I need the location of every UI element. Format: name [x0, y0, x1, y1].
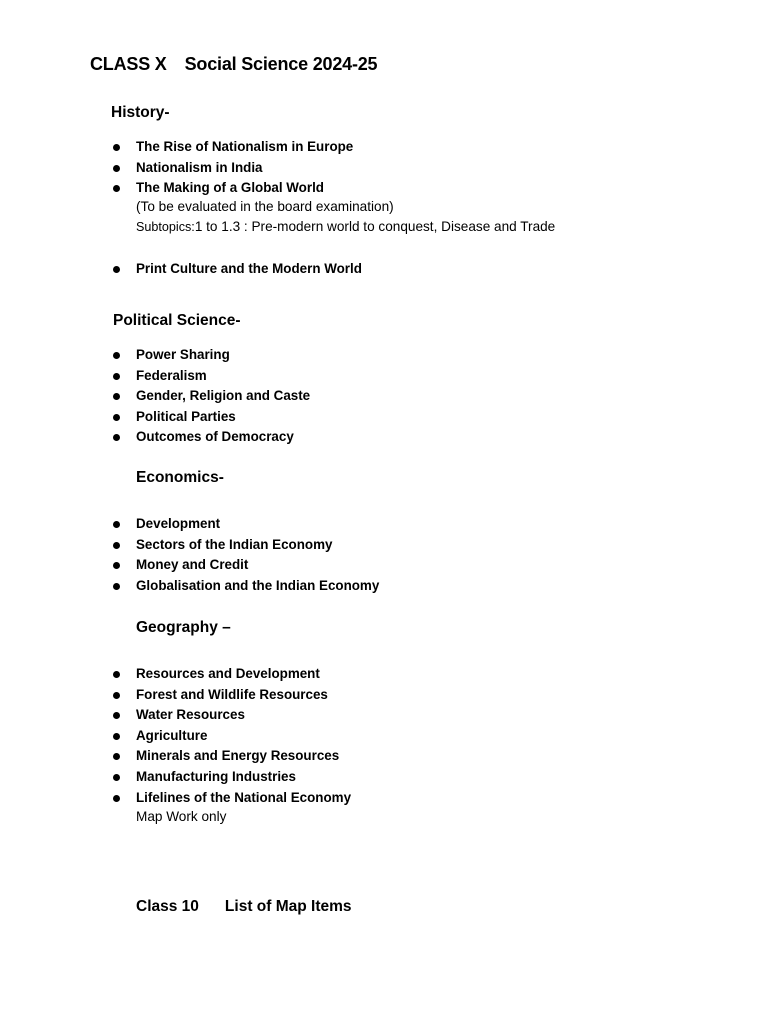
- list-item: The Making of a Global World: [113, 178, 353, 199]
- list-item: Gender, Religion and Caste: [113, 386, 310, 407]
- map-items-title: [136, 898, 352, 916]
- list-item: Globalisation and the Indian Economy: [113, 576, 379, 597]
- political-science-list: [113, 345, 310, 448]
- list-item: Political Parties: [113, 407, 310, 428]
- list-item: Federalism: [113, 366, 310, 387]
- list-item: Nationalism in India: [113, 158, 353, 179]
- subtopics-text: 1 to 1.3 : Pre-modern world to conquest, Disease and Trade: [194, 219, 556, 234]
- geography-list: [113, 664, 351, 808]
- list-item: Water Resources: [113, 705, 351, 726]
- list-item: Development: [113, 514, 379, 535]
- list-item: Agriculture: [113, 726, 351, 747]
- list-item: Sectors of the Indian Economy: [113, 535, 379, 556]
- list-item: Money and Credit: [113, 555, 379, 576]
- list-item: Resources and Development: [113, 664, 351, 685]
- footer-class: Class 10: [136, 898, 199, 915]
- list-item: Minerals and Energy Resources: [113, 746, 351, 767]
- page-title: [90, 54, 377, 75]
- economics-heading: Economics-: [136, 469, 224, 486]
- list-item: The Rise of Nationalism in Europe: [113, 137, 353, 158]
- title-subject: Social Science 2024-25: [184, 54, 378, 74]
- title-class: CLASS X: [90, 54, 167, 74]
- geography-heading: Geography –: [136, 619, 231, 636]
- geography-note: Map Work only: [136, 809, 227, 824]
- list-item: Lifelines of the National Economy: [113, 788, 351, 809]
- list-item: Print Culture and the Modern World: [113, 259, 362, 280]
- list-item: Outcomes of Democracy: [113, 427, 310, 448]
- history-note: (To be evaluated in the board examination): [136, 199, 394, 214]
- list-item: Forest and Wildlife Resources: [113, 685, 351, 706]
- history-list-after: [113, 259, 362, 280]
- subtopics-prefix: Subtopics:: [136, 220, 195, 234]
- history-list: [113, 137, 353, 199]
- list-item: Power Sharing: [113, 345, 310, 366]
- history-subtopics: [136, 219, 555, 234]
- footer-list: List of Map Items: [224, 898, 352, 915]
- list-item: Manufacturing Industries: [113, 767, 351, 788]
- economics-list: [113, 514, 379, 596]
- history-heading: History-: [111, 104, 170, 121]
- political-science-heading: Political Science-: [113, 312, 241, 329]
